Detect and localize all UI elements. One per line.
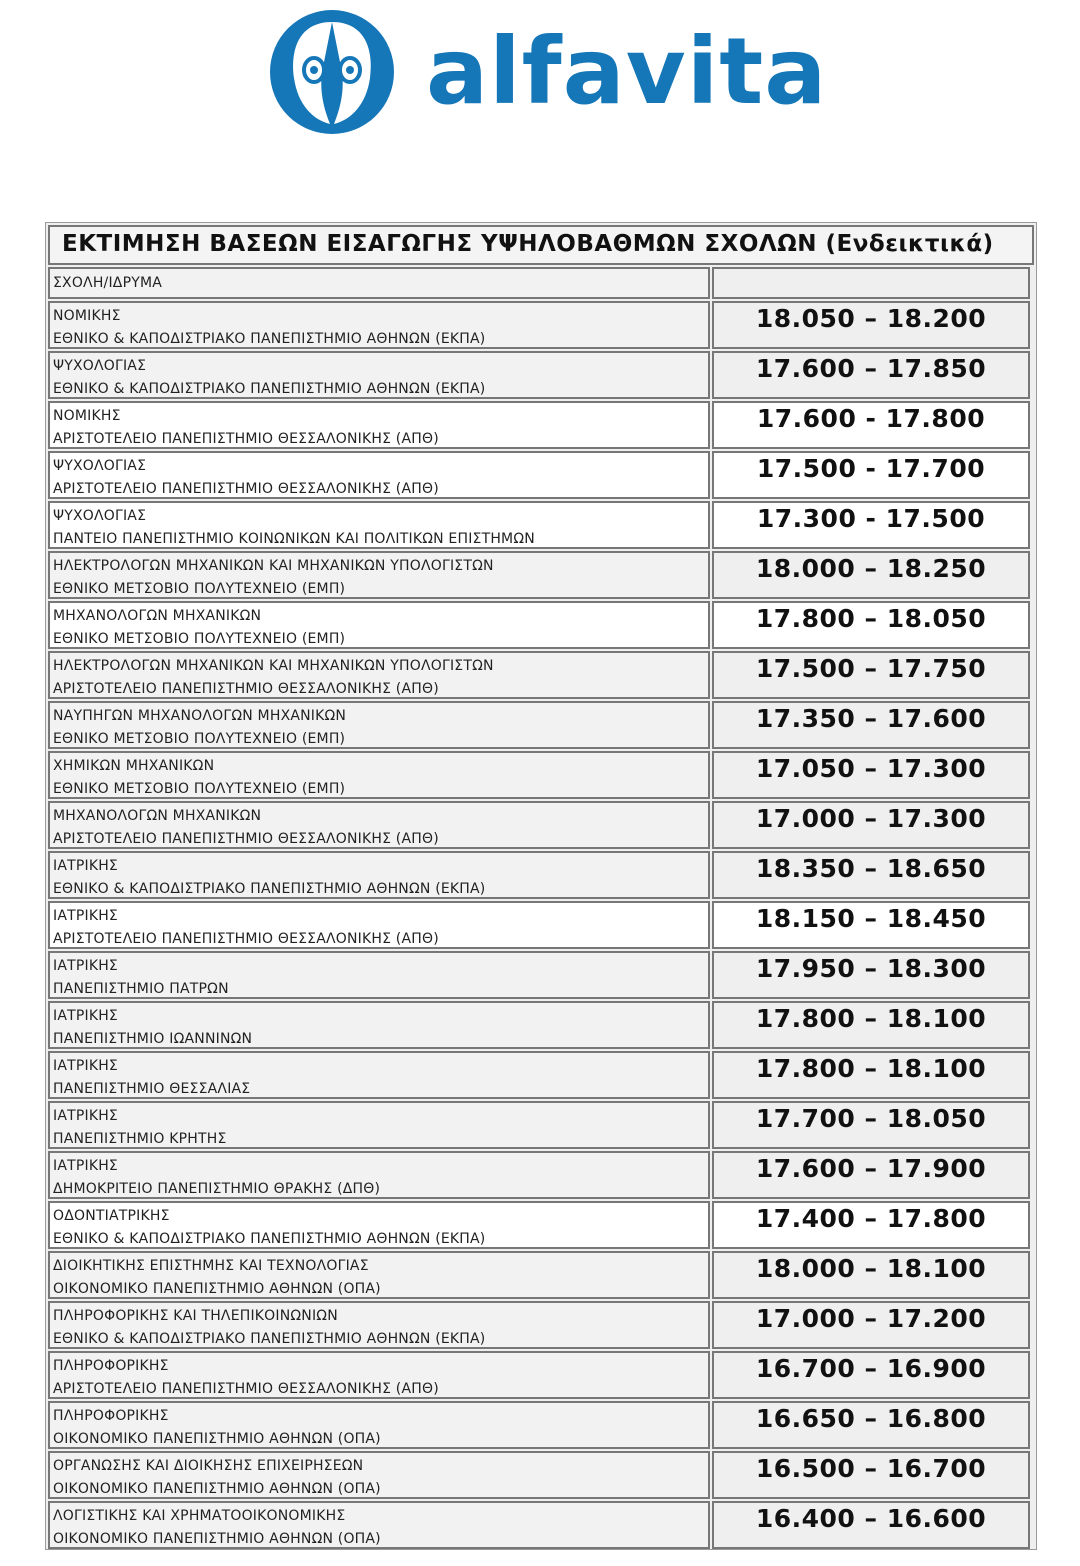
- brand-name: alfavita: [426, 18, 828, 125]
- school-name: ΠΛΗΡΟΦΟΡΙΚΗΣ ΚΑΙ ΤΗΛΕΠΙΚΟΙΝΩΝΙΩΝ: [53, 1308, 338, 1324]
- school-name: ΨΥΧΟΛΟΓΙΑΣ: [53, 508, 147, 524]
- school-cell: [48, 1351, 710, 1399]
- institution-name: ΕΘΝΙΚΟ & ΚΑΠΟΔΙΣΤΡΙΑΚΟ ΠΑΝΕΠΙΣΤΗΜΙΟ ΑΘΗΝΩΝ (ΕΚΠΑ): [53, 1331, 486, 1347]
- school-name: ΨΥΧΟΛΟΓΙΑΣ: [53, 358, 147, 374]
- score-range: 17.500 – 17.750: [712, 651, 1030, 699]
- score-range: 18.000 – 18.250: [712, 551, 1030, 599]
- score-range: 17.800 – 18.100: [712, 1051, 1030, 1099]
- school-cell: [48, 451, 710, 499]
- institution-name: ΕΘΝΙΚΟ & ΚΑΠΟΔΙΣΤΡΙΑΚΟ ΠΑΝΕΠΙΣΤΗΜΙΟ ΑΘΗΝΩΝ (ΕΚΠΑ): [53, 1231, 486, 1247]
- score-range: 17.350 – 17.600: [712, 701, 1030, 749]
- institution-name: ΠΑΝΕΠΙΣΤΗΜΙΟ ΚΡΗΤΗΣ: [53, 1131, 227, 1147]
- score-range: 17.600 - 17.800: [712, 401, 1030, 449]
- school-name: ΠΛΗΡΟΦΟΡΙΚΗΣ: [53, 1358, 169, 1374]
- table-row: [48, 1001, 1034, 1049]
- score-range: 17.400 – 17.800: [712, 1201, 1030, 1249]
- school-cell: [48, 1401, 710, 1449]
- score-range: 18.050 – 18.200: [712, 301, 1030, 349]
- table-row: [48, 751, 1034, 799]
- school-name: ΔΙΟΙΚΗΤΙΚΗΣ ΕΠΙΣΤΗΜΗΣ ΚΑΙ ΤΕΧΝΟΛΟΓΙΑΣ: [53, 1258, 369, 1274]
- school-name: ΙΑΤΡΙΚΗΣ: [53, 958, 118, 974]
- table-row: [48, 1501, 1034, 1549]
- school-name: ΙΑΤΡΙΚΗΣ: [53, 1108, 118, 1124]
- school-cell: [48, 1151, 710, 1199]
- score-range: 18.000 – 18.100: [712, 1251, 1030, 1299]
- table-row: [48, 451, 1034, 499]
- table-row: [48, 1101, 1034, 1149]
- table-title: ΕΚΤΙΜΗΣΗ ΒΑΣΕΩΝ ΕΙΣΑΓΩΓΗΣ ΥΨΗΛΟΒΑΘΜΩΝ ΣΧΟΛΩΝ (Ενδεικτικά): [48, 225, 1034, 265]
- school-cell: [48, 701, 710, 749]
- institution-name: ΕΘΝΙΚΟ ΜΕΤΣΟΒΙΟ ΠΟΛΥΤΕΧΝΕΙΟ (ΕΜΠ): [53, 781, 346, 797]
- school-name: ΠΛΗΡΟΦΟΡΙΚΗΣ: [53, 1408, 169, 1424]
- score-range: 17.800 – 18.100: [712, 1001, 1030, 1049]
- institution-name: ΕΘΝΙΚΟ ΜΕΤΣΟΒΙΟ ΠΟΛΥΤΕΧΝΕΙΟ (ΕΜΠ): [53, 581, 346, 597]
- table-row: [48, 401, 1034, 449]
- score-range: 17.800 – 18.050: [712, 601, 1030, 649]
- table-row: [48, 351, 1034, 399]
- school-name: ΙΑΤΡΙΚΗΣ: [53, 908, 118, 924]
- institution-name: ΕΘΝΙΚΟ ΜΕΤΣΟΒΙΟ ΠΟΛΥΤΕΧΝΕΙΟ (ΕΜΠ): [53, 631, 346, 647]
- school-cell: [48, 851, 710, 899]
- institution-name: ΠΑΝΕΠΙΣΤΗΜΙΟ ΙΩΑΝΝΙΝΩΝ: [53, 1031, 253, 1047]
- school-name: ΜΗΧΑΝΟΛΟΓΩΝ ΜΗΧΑΝΙΚΩΝ: [53, 608, 262, 624]
- score-range: 16.700 – 16.900: [712, 1351, 1030, 1399]
- table-row: [48, 851, 1034, 899]
- score-range: 16.500 – 16.700: [712, 1451, 1030, 1499]
- school-cell: [48, 501, 710, 549]
- school-cell: [48, 351, 710, 399]
- school-cell: [48, 1201, 710, 1249]
- table-row: [48, 1251, 1034, 1299]
- score-range: 17.950 – 18.300: [712, 951, 1030, 999]
- table-row: [48, 1151, 1034, 1199]
- school-name: ΜΗΧΑΝΟΛΟΓΩΝ ΜΗΧΑΝΙΚΩΝ: [53, 808, 262, 824]
- table-row: [48, 1051, 1034, 1099]
- institution-name: ΑΡΙΣΤΟΤΕΛΕΙΟ ΠΑΝΕΠΙΣΤΗΜΙΟ ΘΕΣΣΑΛΟΝΙΚΗΣ (ΑΠΘ): [53, 681, 439, 697]
- header-score-cell: [712, 267, 1030, 299]
- institution-name: ΕΘΝΙΚΟ & ΚΑΠΟΔΙΣΤΡΙΑΚΟ ΠΑΝΕΠΙΣΤΗΜΙΟ ΑΘΗΝΩΝ (ΕΚΠΑ): [53, 331, 486, 347]
- school-cell: [48, 551, 710, 599]
- table-row: [48, 601, 1034, 649]
- score-range: 17.300 - 17.500: [712, 501, 1030, 549]
- admission-scores-table: [45, 222, 1037, 1550]
- school-cell: [48, 801, 710, 849]
- institution-name: ΟΙΚΟΝΟΜΙΚΟ ΠΑΝΕΠΙΣΤΗΜΙΟ ΑΘΗΝΩΝ (ΟΠΑ): [53, 1481, 381, 1497]
- institution-name: ΕΘΝΙΚΟ & ΚΑΠΟΔΙΣΤΡΙΑΚΟ ΠΑΝΕΠΙΣΤΗΜΙΟ ΑΘΗΝΩΝ (ΕΚΠΑ): [53, 381, 486, 397]
- school-cell: [48, 901, 710, 949]
- table-header-row: [48, 267, 1034, 299]
- score-range: 17.000 – 17.200: [712, 1301, 1030, 1349]
- school-name: ΛΟΓΙΣΤΙΚΗΣ ΚΑΙ ΧΡΗΜΑΤΟΟΙΚΟΝΟΜΙΚΗΣ: [53, 1508, 346, 1524]
- school-cell: [48, 1451, 710, 1499]
- school-cell: [48, 951, 710, 999]
- table-row: [48, 1301, 1034, 1349]
- institution-name: ΟΙΚΟΝΟΜΙΚΟ ΠΑΝΕΠΙΣΤΗΜΙΟ ΑΘΗΝΩΝ (ΟΠΑ): [53, 1281, 381, 1297]
- school-name: ΝΑΥΠΗΓΩΝ ΜΗΧΑΝΟΛΟΓΩΝ ΜΗΧΑΝΙΚΩΝ: [53, 708, 347, 724]
- school-name: ΨΥΧΟΛΟΓΙΑΣ: [53, 458, 147, 474]
- school-cell: [48, 651, 710, 699]
- institution-name: ΔΗΜΟΚΡΙΤΕΙΟ ΠΑΝΕΠΙΣΤΗΜΙΟ ΘΡΑΚΗΣ (ΔΠΘ): [53, 1181, 381, 1197]
- score-range: 17.600 – 17.900: [712, 1151, 1030, 1199]
- school-cell: [48, 1501, 710, 1549]
- table-row: [48, 1351, 1034, 1399]
- table-row: [48, 1201, 1034, 1249]
- table-row: [48, 501, 1034, 549]
- school-cell: [48, 751, 710, 799]
- institution-name: ΑΡΙΣΤΟΤΕΛΕΙΟ ΠΑΝΕΠΙΣΤΗΜΙΟ ΘΕΣΣΑΛΟΝΙΚΗΣ (ΑΠΘ): [53, 481, 439, 497]
- institution-name: ΟΙΚΟΝΟΜΙΚΟ ΠΑΝΕΠΙΣΤΗΜΙΟ ΑΘΗΝΩΝ (ΟΠΑ): [53, 1531, 381, 1547]
- table-row: [48, 801, 1034, 849]
- institution-name: ΠΑΝΕΠΙΣΤΗΜΙΟ ΠΑΤΡΩΝ: [53, 981, 229, 997]
- institution-name: ΑΡΙΣΤΟΤΕΛΕΙΟ ΠΑΝΕΠΙΣΤΗΜΙΟ ΘΕΣΣΑΛΟΝΙΚΗΣ (ΑΠΘ): [53, 831, 439, 847]
- school-name: ΙΑΤΡΙΚΗΣ: [53, 1058, 118, 1074]
- school-name: ΝΟΜΙΚΗΣ: [53, 308, 121, 324]
- institution-name: ΑΡΙΣΤΟΤΕΛΕΙΟ ΠΑΝΕΠΙΣΤΗΜΙΟ ΘΕΣΣΑΛΟΝΙΚΗΣ (ΑΠΘ): [53, 1381, 439, 1397]
- institution-name: ΠΑΝΕΠΙΣΤΗΜΙΟ ΘΕΣΣΑΛΙΑΣ: [53, 1081, 251, 1097]
- alfavita-logo: [270, 8, 830, 140]
- school-name: ΟΡΓΑΝΩΣΗΣ ΚΑΙ ΔΙΟΙΚΗΣΗΣ ΕΠΙΧΕΙΡΗΣΕΩΝ: [53, 1458, 364, 1474]
- table-row: [48, 551, 1034, 599]
- score-range: 16.650 – 16.800: [712, 1401, 1030, 1449]
- score-range: 17.500 - 17.700: [712, 451, 1030, 499]
- score-range: 18.150 – 18.450: [712, 901, 1030, 949]
- table-row: [48, 1401, 1034, 1449]
- school-cell: [48, 1051, 710, 1099]
- header-school-cell: ΣΧΟΛΗ/ΙΔΡΥΜΑ: [48, 267, 710, 299]
- institution-name: ΟΙΚΟΝΟΜΙΚΟ ΠΑΝΕΠΙΣΤΗΜΙΟ ΑΘΗΝΩΝ (ΟΠΑ): [53, 1431, 381, 1447]
- school-cell: [48, 1301, 710, 1349]
- institution-name: ΠΑΝΤΕΙΟ ΠΑΝΕΠΙΣΤΗΜΙΟ ΚΟΙΝΩΝΙΚΩΝ ΚΑΙ ΠΟΛΙΤΙΚΩΝ ΕΠΙΣΤΗΜΩΝ: [53, 531, 535, 547]
- table-row: [48, 301, 1034, 349]
- school-cell: [48, 301, 710, 349]
- table-row: [48, 701, 1034, 749]
- school-name: ΙΑΤΡΙΚΗΣ: [53, 1158, 118, 1174]
- institution-name: ΑΡΙΣΤΟΤΕΛΕΙΟ ΠΑΝΕΠΙΣΤΗΜΙΟ ΘΕΣΣΑΛΟΝΙΚΗΣ (ΑΠΘ): [53, 431, 439, 447]
- school-cell: [48, 1001, 710, 1049]
- school-cell: [48, 1101, 710, 1149]
- score-range: 17.050 – 17.300: [712, 751, 1030, 799]
- school-name: ΙΑΤΡΙΚΗΣ: [53, 1008, 118, 1024]
- school-name: ΗΛΕΚΤΡΟΛΟΓΩΝ ΜΗΧΑΝΙΚΩΝ ΚΑΙ ΜΗΧΑΝΙΚΩΝ ΥΠΟΛΟΓΙΣΤΩΝ: [53, 558, 494, 574]
- table-row: [48, 901, 1034, 949]
- school-cell: [48, 1251, 710, 1299]
- institution-name: ΑΡΙΣΤΟΤΕΛΕΙΟ ΠΑΝΕΠΙΣΤΗΜΙΟ ΘΕΣΣΑΛΟΝΙΚΗΣ (ΑΠΘ): [53, 931, 439, 947]
- school-cell: [48, 601, 710, 649]
- table-row: [48, 951, 1034, 999]
- score-range: 17.000 – 17.300: [712, 801, 1030, 849]
- institution-name: ΕΘΝΙΚΟ ΜΕΤΣΟΒΙΟ ΠΟΛΥΤΕΧΝΕΙΟ (ΕΜΠ): [53, 731, 346, 747]
- school-name: ΧΗΜΙΚΩΝ ΜΗΧΑΝΙΚΩΝ: [53, 758, 215, 774]
- school-name: ΙΑΤΡΙΚΗΣ: [53, 858, 118, 874]
- score-range: 17.700 – 18.050: [712, 1101, 1030, 1149]
- school-name: ΟΔΟΝΤΙΑΤΡΙΚΗΣ: [53, 1208, 170, 1224]
- institution-name: ΕΘΝΙΚΟ & ΚΑΠΟΔΙΣΤΡΙΑΚΟ ΠΑΝΕΠΙΣΤΗΜΙΟ ΑΘΗΝΩΝ (ΕΚΠΑ): [53, 881, 486, 897]
- school-name: ΝΟΜΙΚΗΣ: [53, 408, 121, 424]
- table-body: [46, 301, 1036, 1549]
- school-cell: [48, 401, 710, 449]
- score-range: 18.350 – 18.650: [712, 851, 1030, 899]
- score-range: 17.600 – 17.850: [712, 351, 1030, 399]
- table-row: [48, 1451, 1034, 1499]
- school-name: ΗΛΕΚΤΡΟΛΟΓΩΝ ΜΗΧΑΝΙΚΩΝ ΚΑΙ ΜΗΧΑΝΙΚΩΝ ΥΠΟΛΟΓΙΣΤΩΝ: [53, 658, 494, 674]
- table-row: [48, 651, 1034, 699]
- score-range: 16.400 – 16.600: [712, 1501, 1030, 1549]
